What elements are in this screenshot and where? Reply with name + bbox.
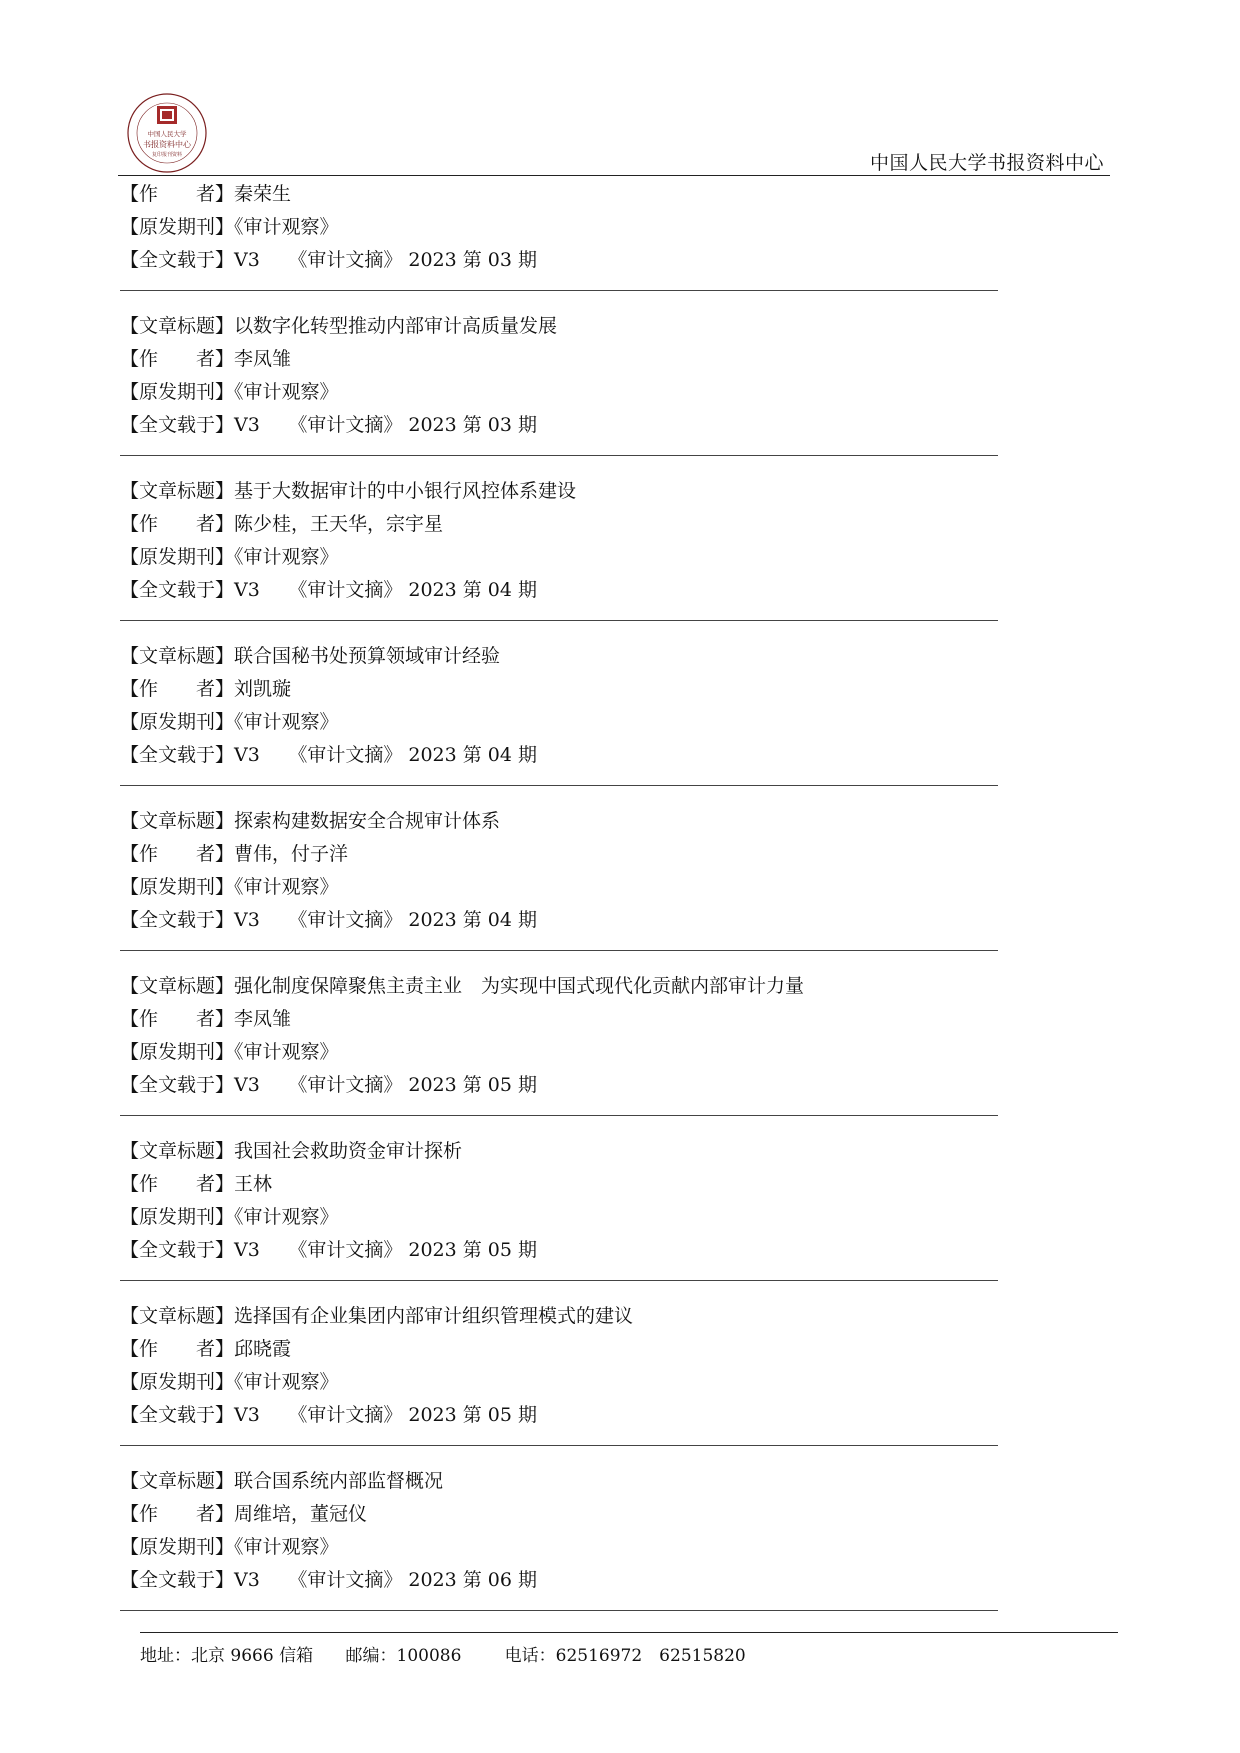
author-line	[120, 1003, 1020, 1036]
author-line	[120, 343, 1020, 376]
source-value: 《审计观察》	[234, 546, 339, 568]
reprint-label: 【全文载于】	[120, 414, 235, 436]
svg-text:书报资料中心: 书报资料中心	[143, 140, 191, 149]
logo	[112, 92, 222, 174]
list-item	[120, 1300, 1020, 1465]
header-organization: 中国人民大学书报资料中心	[869, 152, 1104, 174]
title-label: 【文章标题】	[120, 480, 235, 502]
reprint-label: 【全文载于】	[120, 1239, 235, 1261]
author-label: 【作 者】	[120, 1338, 235, 1360]
title-line	[120, 475, 1020, 508]
reprint-value: V3 《审计文摘》 2023 第 05 期	[234, 1239, 538, 1261]
footer-address: 地址：北京 9666 信箱	[140, 1646, 314, 1666]
source-label: 【原发期刊】	[120, 546, 235, 568]
title-value: 强化制度保障聚焦主责主业 为实现中国式现代化贡献内部审计力量	[234, 975, 805, 997]
entry-divider	[120, 772, 1020, 805]
source-label: 【原发期刊】	[120, 1536, 235, 1558]
svg-text:中国人民大学: 中国人民大学	[147, 130, 187, 138]
title-label: 【文章标题】	[120, 1470, 235, 1492]
title-label: 【文章标题】	[120, 645, 235, 667]
reprint-label: 【全文载于】	[120, 1569, 235, 1591]
reprint-value: V3 《审计文摘》 2023 第 03 期	[234, 414, 538, 436]
entry-divider	[120, 1267, 1020, 1300]
source-label: 【原发期刊】	[120, 876, 235, 898]
list-item	[120, 1465, 1020, 1630]
title-line	[120, 1300, 1020, 1333]
source-label: 【原发期刊】	[120, 216, 235, 238]
author-label: 【作 者】	[120, 513, 235, 535]
reprint-label: 【全文载于】	[120, 1074, 235, 1096]
author-label: 【作 者】	[120, 348, 235, 370]
author-value: 周维培，董冠仪	[234, 1503, 368, 1525]
reprint-line	[120, 1069, 1020, 1102]
title-value: 以数字化转型推动内部审计高质量发展	[234, 315, 558, 337]
author-value: 李凤雏	[234, 1008, 292, 1030]
reprint-value: V3 《审计文摘》 2023 第 05 期	[234, 1074, 538, 1096]
reprint-label: 【全文载于】	[120, 579, 235, 601]
source-line	[120, 541, 1020, 574]
author-label: 【作 者】	[120, 678, 235, 700]
source-label: 【原发期刊】	[120, 381, 235, 403]
title-value: 我国社会救助资金审计探析	[234, 1140, 463, 1162]
title-value: 基于大数据审计的中小银行风控体系建设	[234, 480, 577, 502]
title-line	[120, 640, 1020, 673]
source-value: 《审计观察》	[234, 1536, 339, 1558]
title-label: 【文章标题】	[120, 1305, 235, 1327]
article-list	[120, 178, 1020, 1630]
reprint-line	[120, 1564, 1020, 1597]
footer-postcode: 邮编：100086	[345, 1646, 462, 1666]
source-label: 【原发期刊】	[120, 1206, 235, 1228]
reprint-line	[120, 409, 1020, 442]
source-value: 《审计观察》	[234, 1206, 339, 1228]
source-value: 《审计观察》	[234, 216, 339, 238]
entry-divider	[120, 607, 1020, 640]
reprint-value: V3 《审计文摘》 2023 第 04 期	[234, 909, 538, 931]
list-item	[120, 640, 1020, 805]
title-value: 联合国系统内部监督概况	[234, 1470, 444, 1492]
source-line	[120, 706, 1020, 739]
title-label: 【文章标题】	[120, 1140, 235, 1162]
source-line	[120, 1036, 1020, 1069]
entry-divider	[120, 1597, 1020, 1630]
source-label: 【原发期刊】	[120, 1371, 235, 1393]
list-item	[120, 475, 1020, 640]
reprint-value: V3 《审计文摘》 2023 第 04 期	[234, 579, 538, 601]
author-line	[120, 178, 1020, 211]
author-value: 曹伟，付子洋	[234, 843, 349, 865]
list-item	[120, 310, 1020, 475]
source-line	[120, 1201, 1020, 1234]
reprint-value: V3 《审计文摘》 2023 第 03 期	[234, 249, 538, 271]
source-line	[120, 1366, 1020, 1399]
author-label: 【作 者】	[120, 1008, 235, 1030]
header-divider	[118, 175, 1110, 176]
author-value: 刘凯璇	[234, 678, 292, 700]
reprint-line	[120, 1234, 1020, 1267]
reprint-line	[120, 244, 1020, 277]
footer-phone: 电话：62516972 62515820	[504, 1646, 746, 1666]
author-line	[120, 838, 1020, 871]
reprint-line	[120, 1399, 1020, 1432]
title-label: 【文章标题】	[120, 810, 235, 832]
title-label: 【文章标题】	[120, 315, 235, 337]
reprint-value: V3 《审计文摘》 2023 第 04 期	[234, 744, 538, 766]
footer	[140, 1641, 746, 1666]
list-item	[120, 178, 1020, 310]
title-line	[120, 1135, 1020, 1168]
source-label: 【原发期刊】	[120, 1041, 235, 1063]
list-item	[120, 970, 1020, 1135]
list-item	[120, 1135, 1020, 1300]
title-value: 选择国有企业集团内部审计组织管理模式的建议	[234, 1305, 634, 1327]
author-value: 邱晓霞	[234, 1338, 292, 1360]
title-line	[120, 805, 1020, 838]
reprint-label: 【全文载于】	[120, 1404, 235, 1426]
source-label: 【原发期刊】	[120, 711, 235, 733]
source-value: 《审计观察》	[234, 876, 339, 898]
svg-text:复印报刊资料: 复印报刊资料	[151, 152, 183, 158]
source-line	[120, 376, 1020, 409]
reprint-value: V3 《审计文摘》 2023 第 05 期	[234, 1404, 538, 1426]
title-line	[120, 310, 1020, 343]
source-value: 《审计观察》	[234, 1371, 339, 1393]
author-line	[120, 673, 1020, 706]
entry-divider	[120, 1102, 1020, 1135]
source-value: 《审计观察》	[234, 1041, 339, 1063]
source-value: 《审计观察》	[234, 381, 339, 403]
author-line	[120, 1168, 1020, 1201]
author-value: 李凤雏	[234, 348, 292, 370]
author-line	[120, 1333, 1020, 1366]
author-line	[120, 1498, 1020, 1531]
source-value: 《审计观察》	[234, 711, 339, 733]
author-label: 【作 者】	[120, 183, 235, 205]
source-line	[120, 211, 1020, 244]
reprint-label: 【全文载于】	[120, 744, 235, 766]
title-value: 探索构建数据安全合规审计体系	[234, 810, 501, 832]
entry-divider	[120, 277, 1020, 310]
source-line	[120, 1531, 1020, 1564]
author-label: 【作 者】	[120, 1173, 235, 1195]
reprint-line	[120, 904, 1020, 937]
author-value: 王林	[234, 1173, 273, 1195]
title-value: 联合国秘书处预算领域审计经验	[234, 645, 501, 667]
title-label: 【文章标题】	[120, 975, 235, 997]
entry-divider	[120, 1432, 1020, 1465]
reprint-label: 【全文载于】	[120, 249, 235, 271]
reprint-line	[120, 739, 1020, 772]
entry-divider	[120, 442, 1020, 475]
author-line	[120, 508, 1020, 541]
entry-divider	[120, 937, 1020, 970]
reprint-label: 【全文载于】	[120, 909, 235, 931]
title-line	[120, 1465, 1020, 1498]
author-label: 【作 者】	[120, 1503, 235, 1525]
reprint-line	[120, 574, 1020, 607]
source-line	[120, 871, 1020, 904]
reprint-value: V3 《审计文摘》 2023 第 06 期	[234, 1569, 538, 1591]
footer-divider	[140, 1632, 1118, 1633]
author-value: 陈少桂，王天华，宗宇星	[234, 513, 444, 535]
author-label: 【作 者】	[120, 843, 235, 865]
author-value: 秦荣生	[234, 183, 292, 205]
list-item	[120, 805, 1020, 970]
title-line	[120, 970, 1020, 1003]
